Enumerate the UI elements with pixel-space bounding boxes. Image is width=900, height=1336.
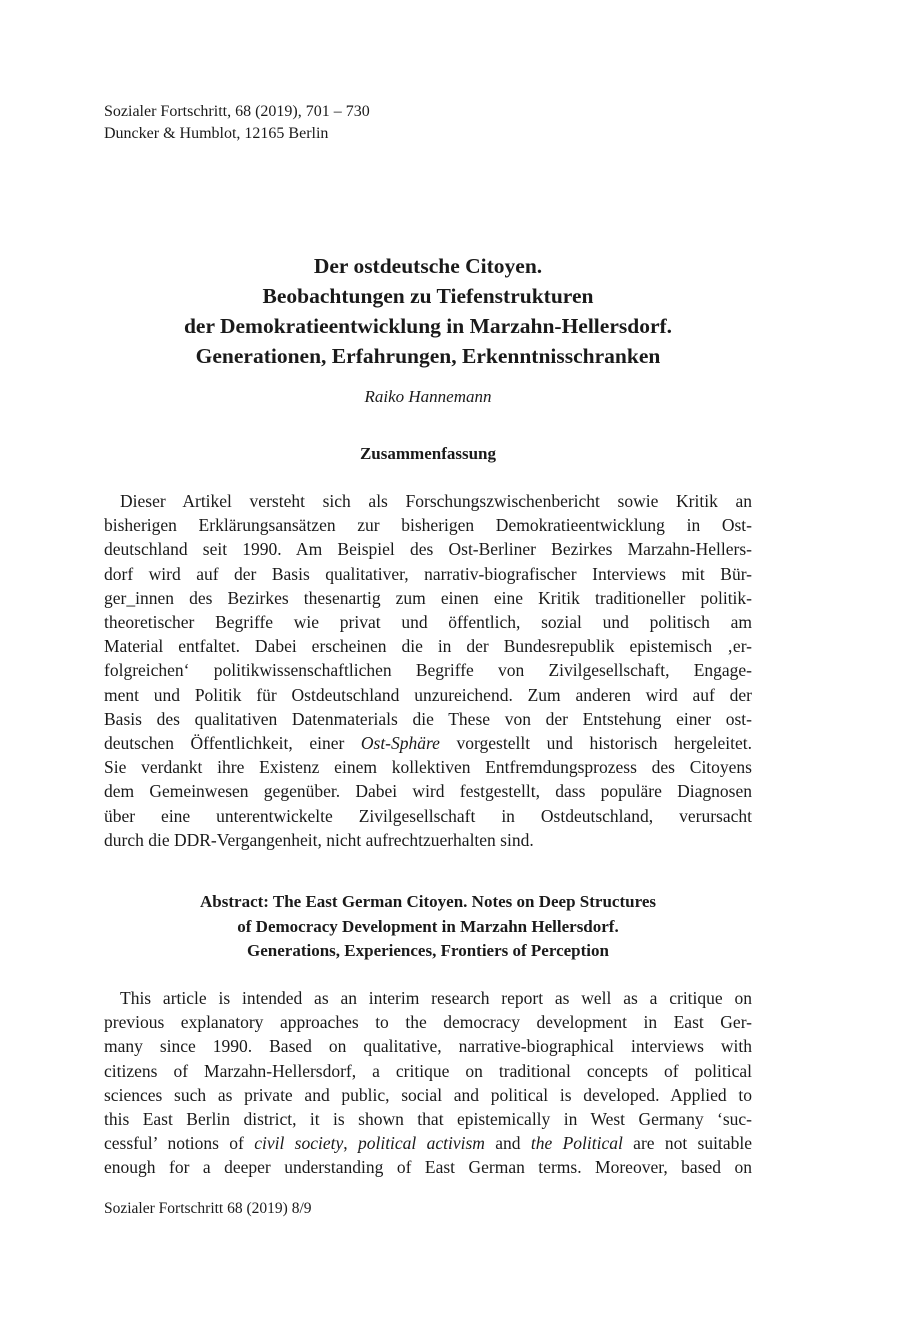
page-footer: Sozialer Fortschritt 68 (2019) 8/9: [104, 1200, 312, 1217]
text-line: This article is intended as an interim research report as well as a critique on: [120, 988, 752, 1008]
text-line: [104, 1131, 752, 1155]
text-line: Material entfaltet. Dabei erscheinen die in der Bundesrepublik epistemisch ‚er-: [104, 636, 752, 657]
text-line: deutschland seit 1990. Am Beispiel des Ost-Berliner Bezirkes Marzahn-Hellers-: [104, 539, 752, 560]
publisher-line: Duncker & Humblot, 12165 Berlin: [104, 125, 329, 142]
text-line: Dieser Artikel versteht sich als Forschungszwischenbericht sowie Kritik an: [120, 491, 752, 511]
title-line: der Demokratieentwicklung in Marzahn-Hellersdorf.: [183, 314, 673, 338]
text-line: previous explanatory approaches to the democracy development in East Ger-: [104, 1012, 752, 1033]
author-name: Raiko Hannemann: [364, 387, 492, 406]
zusammenfassung-heading: Zusammenfassung: [359, 444, 497, 463]
text-line: dem Gemeinwesen gegenüber. Dabei wird festgestellt, dass populäre Diagnosen: [104, 781, 752, 802]
journal-header: [104, 101, 370, 145]
abstract-heading-line: Generations, Experiences, Frontiers of Perception: [247, 941, 609, 960]
text-line: theoretischer Begriffe wie privat und öffentlich, sozial und politisch am: [104, 612, 752, 633]
text-line: über eine unterentwickelte Zivilgesellschaft in Ostdeutschland, verursacht: [104, 805, 752, 826]
text-line: this East Berlin district, it is shown that epistemically in West Germany ‘suc-: [104, 1109, 752, 1130]
article-title: [104, 251, 752, 371]
title-line: Beobachtungen zu Tiefenstrukturen: [262, 284, 594, 308]
text-line: citizens of Marzahn-Hellersdorf, a critique on traditional concepts of political: [104, 1060, 752, 1081]
text-span: are not suitable: [622, 1133, 752, 1154]
text-line: bisherigen Erklärungsansätzen zur bisherigen Demokratieentwicklung in Ost-: [104, 515, 752, 536]
abstract-heading-line: of Democracy Development in Marzahn Hellersdorf.: [237, 916, 619, 936]
italic-term: political activism: [357, 1133, 485, 1154]
text-line: [104, 731, 752, 755]
title-line: Der ostdeutsche Citoyen.: [313, 254, 543, 278]
text-span: cessful’ notions of: [104, 1133, 255, 1154]
text-line: many since 1990. Based on qualitative, narrative-biographical interviews with: [104, 1036, 752, 1057]
text-line: sciences such as private and public, social and political is developed. Applied to: [104, 1084, 752, 1105]
text-line: durch die DDR-Vergangenheit, nicht aufrechtzuerhalten sind.: [104, 829, 534, 850]
text-span: ,: [343, 1133, 358, 1154]
abstract-heading: [104, 890, 752, 964]
abstract-text: [104, 986, 752, 1180]
text-span: vorgestellt und historisch hergeleitet.: [439, 733, 752, 754]
citation-line: Sozialer Fortschritt, 68 (2019), 701 – 730: [104, 103, 370, 120]
text-line: enough for a deeper understanding of East German terms. Moreover, based on: [104, 1157, 752, 1178]
text-span: and: [484, 1133, 531, 1154]
text-line: Sie verdankt ihre Existenz einem kollektiven Entfremdungsprozess des Citoyens: [104, 757, 752, 778]
text-line: dorf wird auf der Basis qualitativer, narrativ-biografischer Interviews mit Bür-: [104, 563, 752, 584]
text-line: ment und Politik für Ostdeutschland unzureichend. Zum anderen wird auf der: [104, 684, 752, 705]
text-line: ger_innen des Bezirkes thesenartig zum einen eine Kritik traditioneller politik-: [104, 587, 752, 608]
italic-term: the Political: [530, 1133, 623, 1154]
italic-term: Ost-Sphäre: [360, 733, 440, 754]
title-line: Generationen, Erfahrungen, Erkenntnisschranken: [195, 344, 661, 368]
text-line: Basis des qualitativen Datenmaterials die These von der Entstehung einer ost-: [104, 708, 752, 729]
zusammenfassung-text: [104, 489, 752, 852]
text-span: deutschen Öffentlichkeit, einer: [104, 733, 361, 754]
abstract-heading-line: Abstract: The East German Citoyen. Notes on Deep Structures: [200, 892, 656, 911]
text-line: folgreichen‘ politikwissenschaftlichen Begriffe von Zivilgesellschaft, Engage-: [104, 660, 752, 681]
italic-term: civil society: [254, 1133, 344, 1154]
